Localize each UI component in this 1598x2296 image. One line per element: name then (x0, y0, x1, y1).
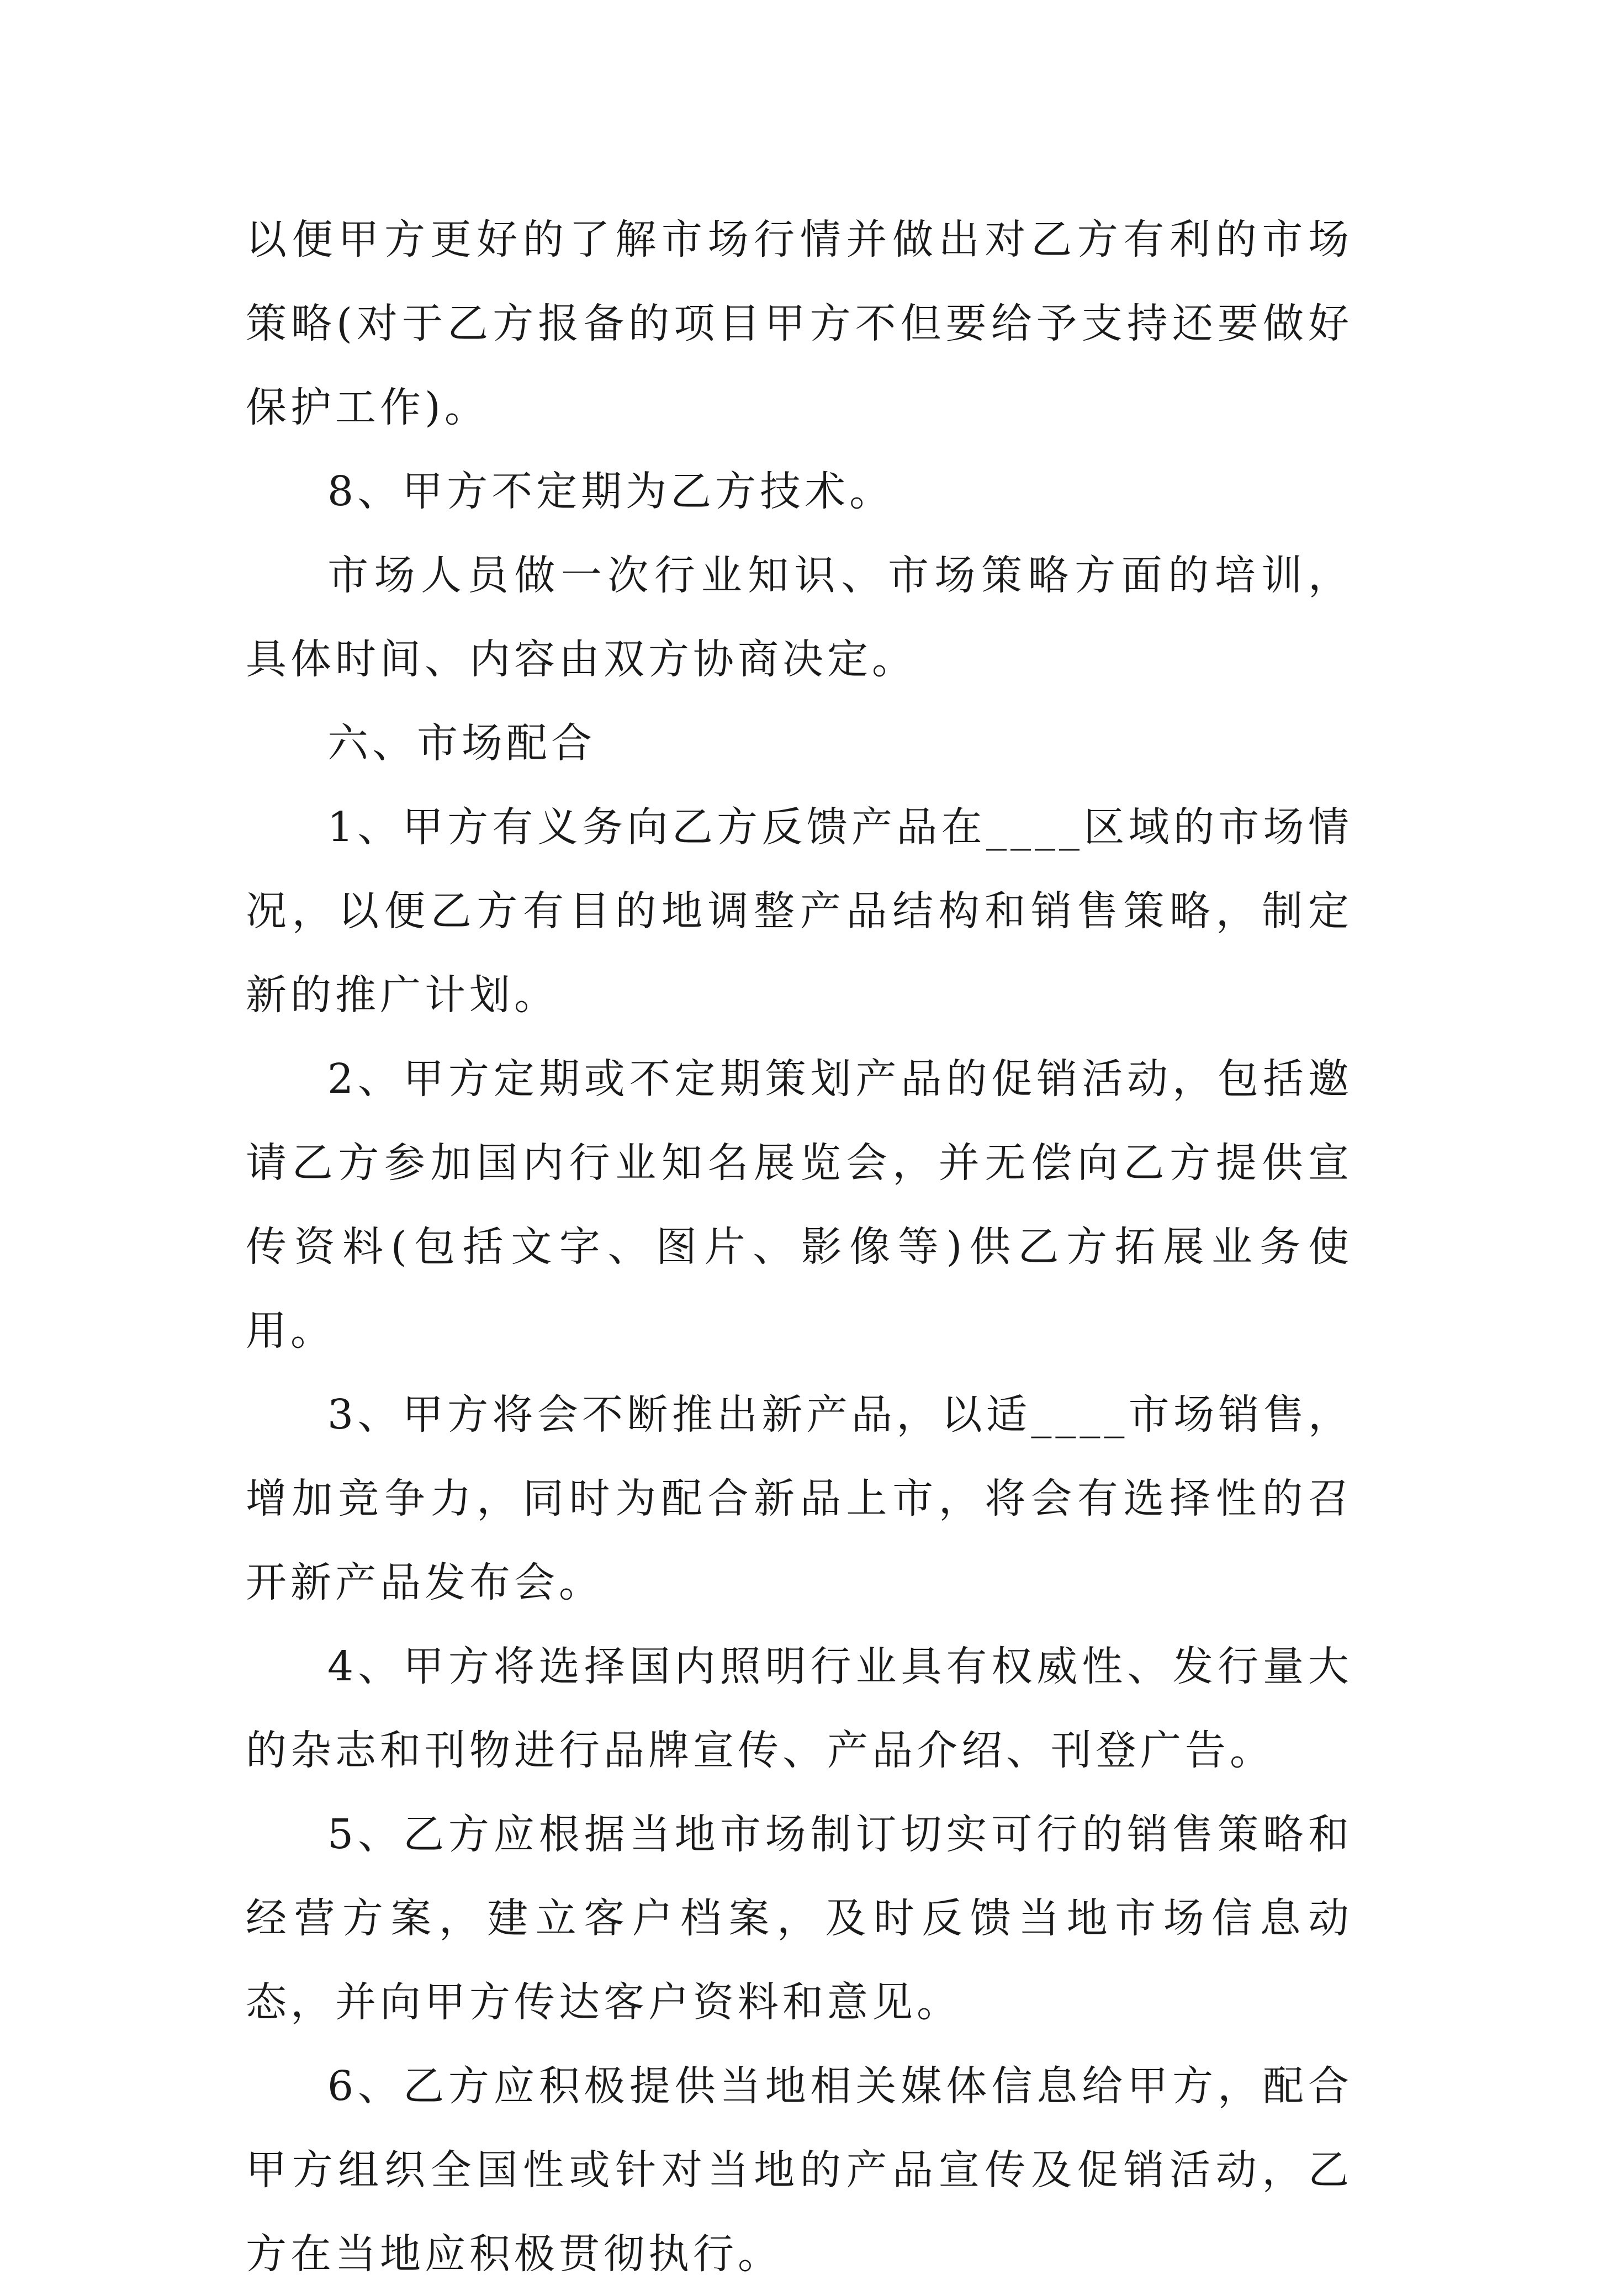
paragraph-item-8: 8、甲方不定期为乙方技术。 (327, 468, 895, 515)
paragraph-item-3: 3、甲方将会不断推出新产品，以适____市场销售，增加竞争力，同时为配合新品上市，将会有选择性的召开新产品发布会。 (246, 1391, 1353, 1606)
paragraph-item-4: 4、甲方将选择国内照明行业具有权威性、发行量大的杂志和刊物进行品牌宣传、产品介绍、刊登广告。 (246, 1643, 1353, 1774)
document-body (246, 198, 1353, 2296)
section-heading-market-cooperation: 六、市场配合 (327, 720, 596, 767)
paragraph-intro-continuation: 以便甲方更好的了解市场行情并做出对乙方有利的市场策略(对于乙方报备的项目甲方不但要给予支持还要做好保护工作)。 (246, 216, 1353, 431)
paragraph-training: 市场人员做一次行业知识、市场策略方面的培训，具体时间、内容由双方协商决定。 (246, 552, 1353, 683)
paragraph-item-2: 2、甲方定期或不定期策划产品的促销活动，包括邀请乙方参加国内行业知名展览会，并无偿向乙方提供宣传资料(包括文字、图片、影像等)供乙方拓展业务使用。 (246, 1055, 1353, 1355)
paragraph-item-6: 6、乙方应积极提供当地相关媒体信息给甲方，配合甲方组织全国性或针对当地的产品宣传及促销活动，乙方在当地应积极贯彻执行。 (246, 2062, 1353, 2278)
paragraph-item-5: 5、乙方应根据当地市场制订切实可行的销售策略和经营方案，建立客户档案，及时反馈当地市场信息动态，并向甲方传达客户资料和意见。 (246, 1811, 1353, 2026)
paragraph-item-1: 1、甲方有义务向乙方反馈产品在____区域的市场情况，以便乙方有目的地调整产品结构和销售策略，制定新的推广计划。 (246, 803, 1353, 1019)
